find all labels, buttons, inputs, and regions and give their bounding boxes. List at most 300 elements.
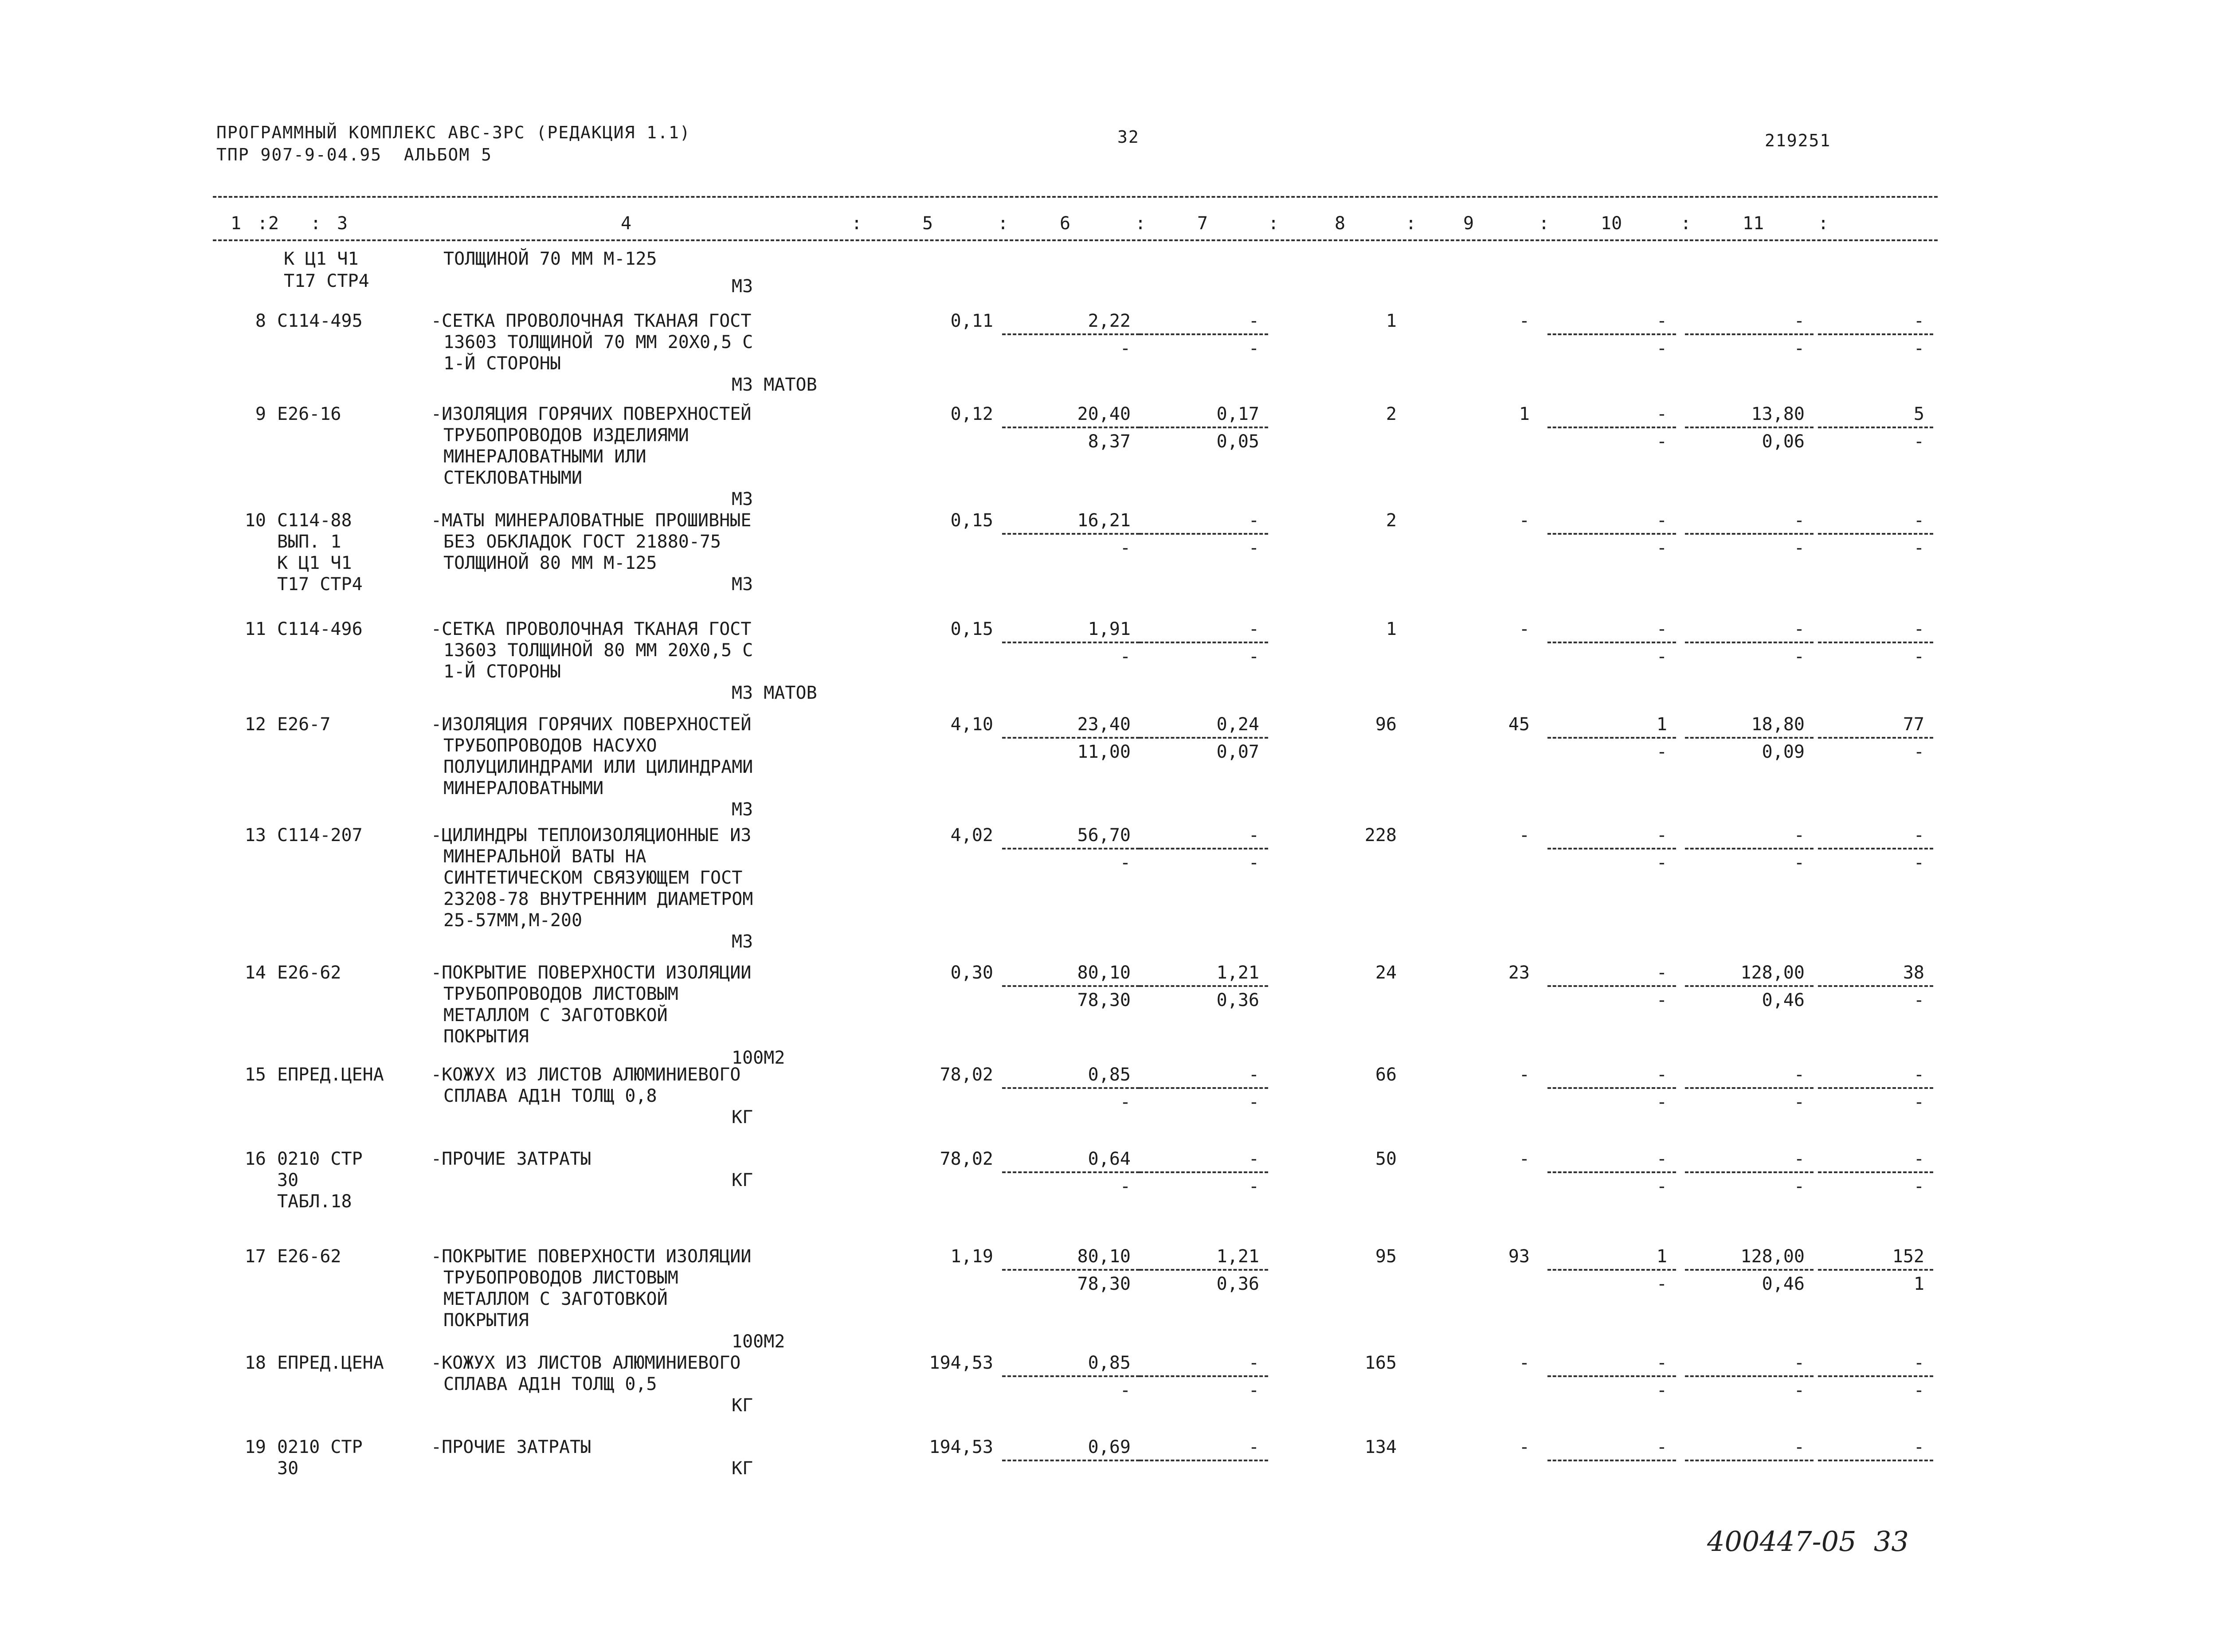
machinist-labor-per-unit: 0,06 <box>1762 431 1805 452</box>
subtotal-dash-line <box>1685 533 1814 535</box>
work-description <box>431 1246 919 1331</box>
subtotal-dash-line <box>1002 427 1140 428</box>
row-number: 18 <box>244 1353 266 1373</box>
unit-of-measure: М3 МАТОВ <box>732 375 817 395</box>
carry-description: ТОЛЩИНОЙ 70 ММ М-125 <box>443 249 657 269</box>
unit-of-measure: КГ <box>732 1107 753 1127</box>
work-description <box>431 1148 919 1170</box>
quantity-value: 194,53 <box>929 1437 993 1457</box>
rate-code-line: С114-207 <box>277 825 363 846</box>
subtotal-dash-line <box>1818 737 1933 739</box>
rate-code-line: 0210 СТР <box>277 1437 363 1457</box>
subtotal-dash-line <box>1140 848 1268 849</box>
description-line: -ПРОЧИЕ ЗАТРАТЫ <box>431 1437 591 1457</box>
machinist-labor-per-unit: 0,46 <box>1762 1274 1805 1294</box>
description-line: БЕЗ ОБКЛАДОК ГОСТ 21880-75 <box>443 532 721 552</box>
quantity-value: 4,10 <box>950 714 993 735</box>
subtotal-dash-line <box>1002 533 1140 535</box>
unit-cost-wages: 78,30 <box>1077 990 1131 1010</box>
unit-cost-wages: - <box>1120 853 1131 873</box>
row-number: 15 <box>244 1065 266 1085</box>
unit-cost-total: 80,10 <box>1077 1246 1131 1267</box>
rate-code-line: Е26-62 <box>277 1246 341 1267</box>
total-machine-wages: - <box>1656 1176 1667 1197</box>
rate-code-line: Т17 СТР4 <box>277 574 363 595</box>
row-number: 8 <box>255 311 266 331</box>
unit-cost-machines: 1,21 <box>1216 963 1259 983</box>
unit-cost-total: 80,10 <box>1077 963 1131 983</box>
unit-of-measure: КГ <box>732 1395 753 1416</box>
description-line: -ПРОЧИЕ ЗАТРАТЫ <box>431 1149 591 1169</box>
labor-total: - <box>1913 825 1924 846</box>
total-cost: 1 <box>1386 619 1397 639</box>
subtotal-dash-line <box>1140 1171 1268 1173</box>
unit-of-measure: 100М2 <box>732 1331 785 1352</box>
total-wages: 45 <box>1508 714 1530 735</box>
total-machine-wages: - <box>1656 1380 1667 1401</box>
total-cost: 50 <box>1375 1149 1397 1169</box>
unit-cost-total: 20,40 <box>1077 404 1131 424</box>
total-machines: - <box>1656 963 1667 983</box>
subtotal-dash-line <box>1547 1269 1676 1271</box>
labor-per-unit: 128,00 <box>1740 1246 1805 1267</box>
rate-code-line: 30 <box>277 1458 299 1479</box>
subtotal-dash-line <box>1547 1171 1676 1173</box>
machinist-labor-total: - <box>1913 853 1924 873</box>
unit-cost-total: 0,69 <box>1088 1437 1131 1457</box>
column-separator: : <box>998 213 1009 234</box>
labor-total: - <box>1913 1353 1924 1373</box>
work-description <box>431 619 919 682</box>
subtotal-dash-line <box>1002 1460 1140 1461</box>
description-line: -СЕТКА ПРОВОЛОЧНАЯ ТКАНАЯ ГОСТ <box>431 619 752 639</box>
subtotal-dash-line <box>1002 1269 1140 1271</box>
unit-cost-total: 23,40 <box>1077 714 1131 735</box>
subtotal-dash-line <box>1002 737 1140 739</box>
total-machines: - <box>1656 510 1667 531</box>
unit-cost-machines: 0,17 <box>1216 404 1259 424</box>
total-wages: - <box>1519 619 1530 639</box>
description-line: ТРУБОПРОВОДОВ ЛИСТОВЫМ <box>443 1268 678 1288</box>
work-description <box>431 962 919 1047</box>
unit-of-measure: КГ <box>732 1170 753 1190</box>
subtotal-dash-line <box>1818 1375 1933 1377</box>
unit-cost-machines: - <box>1248 1437 1259 1457</box>
machinist-labor-per-unit: 0,46 <box>1762 990 1805 1010</box>
row-number: 9 <box>255 404 266 424</box>
subtotal-dash-line <box>1140 533 1268 535</box>
subtotal-dash-line <box>1818 642 1933 643</box>
unit-cost-machine-wages: - <box>1248 538 1259 558</box>
page-number: 32 <box>1117 127 1140 147</box>
subtotal-dash-line <box>1002 1375 1140 1377</box>
subtotal-dash-line <box>1547 642 1676 643</box>
carry-unit: М3 <box>732 276 753 297</box>
subtotal-dash-line <box>1002 333 1140 335</box>
total-cost: 2 <box>1386 404 1397 424</box>
subtotal-dash-line <box>1685 1087 1814 1089</box>
unit-cost-machines: - <box>1248 311 1259 331</box>
unit-cost-machines: - <box>1248 825 1259 846</box>
machinist-labor-total: - <box>1913 646 1924 667</box>
unit-of-measure: М3 МАТОВ <box>732 683 817 703</box>
quantity-value: 78,02 <box>940 1149 993 1169</box>
unit-of-measure: М3 <box>732 932 753 952</box>
unit-cost-total: 0,85 <box>1088 1065 1131 1085</box>
subtotal-dash-line <box>1140 1375 1268 1377</box>
column-number-7: 7 <box>1197 213 1208 234</box>
subtotal-dash-line <box>1140 642 1268 643</box>
total-machines: 1 <box>1656 714 1667 735</box>
labor-per-unit: - <box>1794 510 1805 531</box>
total-machine-wages: - <box>1656 338 1667 359</box>
labor-per-unit: - <box>1794 311 1805 331</box>
subtotal-dash-line <box>1002 1087 1140 1089</box>
total-machine-wages: - <box>1656 1274 1667 1294</box>
total-cost: 165 <box>1364 1353 1397 1373</box>
unit-cost-machine-wages: 0,36 <box>1216 1274 1259 1294</box>
labor-total: 152 <box>1892 1246 1924 1267</box>
subtotal-dash-line <box>1140 333 1268 335</box>
unit-cost-total: 0,85 <box>1088 1353 1131 1373</box>
subtotal-dash-line <box>1818 848 1933 849</box>
labor-total: - <box>1913 1065 1924 1085</box>
description-line: ТРУБОПРОВОДОВ НАСУХО <box>443 736 657 756</box>
total-cost: 24 <box>1375 963 1397 983</box>
column-number-2: 2 <box>268 213 279 234</box>
rate-code-line: ЕПРЕД.ЦЕНА <box>277 1353 384 1373</box>
table-top-rule <box>213 196 1938 198</box>
handwritten-signature: 400447-05 33 <box>1707 1525 1909 1558</box>
carry-code-1: К Ц1 Ч1 <box>284 249 359 269</box>
unit-cost-machines: - <box>1248 619 1259 639</box>
unit-cost-machines: - <box>1248 1149 1259 1169</box>
rate-code-line: 30 <box>277 1170 299 1190</box>
column-number-3: 3 <box>337 213 348 234</box>
rate-code-line: ЕПРЕД.ЦЕНА <box>277 1065 384 1085</box>
unit-of-measure: КГ <box>732 1458 753 1479</box>
subtotal-dash-line <box>1685 1375 1814 1377</box>
total-cost: 95 <box>1375 1246 1397 1267</box>
machinist-labor-total: - <box>1913 1092 1924 1112</box>
subtotal-dash-line <box>1685 1460 1814 1461</box>
labor-total: - <box>1913 510 1924 531</box>
quantity-value: 1,19 <box>950 1246 993 1267</box>
column-number-9: 9 <box>1463 213 1474 234</box>
subtotal-dash-line <box>1818 533 1933 535</box>
unit-cost-machine-wages: - <box>1248 646 1259 667</box>
carry-code-2: Т17 СТР4 <box>284 271 369 291</box>
row-number: 11 <box>244 619 266 639</box>
labor-total: - <box>1913 311 1924 331</box>
unit-cost-total: 16,21 <box>1077 510 1131 531</box>
column-separator: : <box>851 213 862 234</box>
description-line: МИНЕРАЛЬНОЙ ВАТЫ НА <box>443 846 646 867</box>
description-line: МИНЕРАЛОВАТНЫМИ ИЛИ <box>443 446 646 467</box>
column-number-10: 10 <box>1601 213 1622 234</box>
machinist-labor-per-unit: - <box>1794 853 1805 873</box>
labor-per-unit: - <box>1794 619 1805 639</box>
labor-per-unit: - <box>1794 1353 1805 1373</box>
unit-cost-machine-wages: - <box>1248 853 1259 873</box>
subtotal-dash-line <box>1547 1087 1676 1089</box>
row-number: 19 <box>244 1437 266 1457</box>
subtotal-dash-line <box>1818 1087 1933 1089</box>
total-machine-wages: - <box>1656 538 1667 558</box>
description-line: -ИЗОЛЯЦИЯ ГОРЯЧИХ ПОВЕРХНОСТЕЙ <box>431 404 752 424</box>
unit-cost-machines: - <box>1248 1353 1259 1373</box>
subtotal-dash-line <box>1547 985 1676 987</box>
subtotal-dash-line <box>1685 427 1814 428</box>
unit-cost-machines: - <box>1248 510 1259 531</box>
total-machine-wages: - <box>1656 742 1667 762</box>
labor-per-unit: - <box>1794 1065 1805 1085</box>
description-line: МЕТАЛЛОМ С ЗАГОТОВКОЙ <box>443 1289 668 1309</box>
machinist-labor-per-unit: - <box>1794 538 1805 558</box>
unit-cost-machines: 1,21 <box>1216 1246 1259 1267</box>
total-machine-wages: - <box>1656 431 1667 452</box>
description-line: МЕТАЛЛОМ С ЗАГОТОВКОЙ <box>443 1005 668 1026</box>
description-line: МИНЕРАЛОВАТНЫМИ <box>443 778 604 799</box>
unit-cost-machine-wages: 0,07 <box>1216 742 1259 762</box>
description-line: СПЛАВА АД1Н ТОЛЩ 0,5 <box>443 1374 657 1394</box>
labor-per-unit: 128,00 <box>1740 963 1805 983</box>
description-line: -ПОКРЫТИЕ ПОВЕРХНОСТИ ИЗОЛЯЦИИ <box>431 1246 752 1267</box>
rate-code-line: Е26-62 <box>277 963 341 983</box>
total-machines: - <box>1656 1065 1667 1085</box>
unit-cost-wages: 78,30 <box>1077 1274 1131 1294</box>
unit-cost-wages: - <box>1120 1176 1131 1197</box>
description-line: ПОКРЫТИЯ <box>443 1310 529 1331</box>
rate-code-line: К Ц1 Ч1 <box>277 553 352 573</box>
machinist-labor-total: - <box>1913 431 1924 452</box>
quantity-value: 78,02 <box>940 1065 993 1085</box>
machinist-labor-total: - <box>1913 538 1924 558</box>
description-line: 1-Й СТОРОНЫ <box>443 353 561 374</box>
total-cost: 134 <box>1364 1437 1397 1457</box>
column-separator: : <box>1680 213 1692 234</box>
rate-code-line: ВЫП. 1 <box>277 532 341 552</box>
column-number-1: 1 <box>231 213 242 234</box>
subtotal-dash-line <box>1140 427 1268 428</box>
rate-code-line: С114-496 <box>277 619 363 639</box>
subtotal-dash-line <box>1140 737 1268 739</box>
total-wages: - <box>1519 1437 1530 1457</box>
unit-cost-total: 56,70 <box>1077 825 1131 846</box>
work-description <box>431 1437 919 1458</box>
subtotal-dash-line <box>1685 1171 1814 1173</box>
column-separator: : <box>1818 213 1829 234</box>
description-line: ПОЛУЦИЛИНДРАМИ ИЛИ ЦИЛИНДРАМИ <box>443 757 753 777</box>
total-machine-wages: - <box>1656 853 1667 873</box>
unit-cost-machines: - <box>1248 1065 1259 1085</box>
unit-of-measure: М3 <box>732 574 753 595</box>
total-wages: - <box>1519 1353 1530 1373</box>
subtotal-dash-line <box>1547 533 1676 535</box>
quantity-value: 194,53 <box>929 1353 993 1373</box>
subtotal-dash-line <box>1140 985 1268 987</box>
labor-total: - <box>1913 1437 1924 1457</box>
row-number: 14 <box>244 963 266 983</box>
subtotal-dash-line <box>1818 333 1933 335</box>
row-number: 16 <box>244 1149 266 1169</box>
subtotal-dash-line <box>1002 985 1140 987</box>
machinist-labor-per-unit: - <box>1794 1092 1805 1112</box>
description-line: СИНТЕТИЧЕСКОМ СВЯЗУЮЩЕМ ГОСТ <box>443 868 743 888</box>
total-machines: - <box>1656 1437 1667 1457</box>
description-line: -ПОКРЫТИЕ ПОВЕРХНОСТИ ИЗОЛЯЦИИ <box>431 963 752 983</box>
unit-cost-total: 2,22 <box>1088 311 1131 331</box>
subtotal-dash-line <box>1547 427 1676 428</box>
document-code: 219251 <box>1765 131 1831 150</box>
subtotal-dash-line <box>1140 1087 1268 1089</box>
total-cost: 228 <box>1364 825 1397 846</box>
rate-code-line: 0210 СТР <box>277 1149 363 1169</box>
work-description <box>431 510 919 574</box>
total-wages: 1 <box>1519 404 1530 424</box>
unit-cost-wages: - <box>1120 1380 1131 1401</box>
machinist-labor-per-unit: - <box>1794 1176 1805 1197</box>
total-cost: 66 <box>1375 1065 1397 1085</box>
machinist-labor-total: - <box>1913 742 1924 762</box>
total-wages: - <box>1519 510 1530 531</box>
subtotal-dash-line <box>1685 848 1814 849</box>
total-machines: - <box>1656 1353 1667 1373</box>
unit-of-measure: 100М2 <box>732 1048 785 1068</box>
column-number-5: 5 <box>922 213 933 234</box>
subtotal-dash-line <box>1685 1269 1814 1271</box>
description-line: -МАТЫ МИНЕРАЛОВАТНЫЕ ПРОШИВНЫЕ <box>431 510 752 531</box>
subtotal-dash-line <box>1002 848 1140 849</box>
description-line: 25-57ММ,М-200 <box>443 910 583 931</box>
subtotal-dash-line <box>1685 333 1814 335</box>
total-cost: 96 <box>1375 714 1397 735</box>
total-wages: - <box>1519 311 1530 331</box>
total-wages: - <box>1519 1149 1530 1169</box>
work-description <box>431 1352 919 1395</box>
rate-code-line: ТАБЛ.18 <box>277 1191 352 1212</box>
subtotal-dash-line <box>1547 848 1676 849</box>
machinist-labor-per-unit: - <box>1794 338 1805 359</box>
description-line: ТОЛЩИНОЙ 80 ММ М-125 <box>443 553 657 573</box>
total-machine-wages: - <box>1656 1092 1667 1112</box>
unit-cost-wages: - <box>1120 538 1131 558</box>
description-line: 1-Й СТОРОНЫ <box>443 662 561 682</box>
total-cost: 1 <box>1386 311 1397 331</box>
description-line: -ИЗОЛЯЦИЯ ГОРЯЧИХ ПОВЕРХНОСТЕЙ <box>431 714 752 735</box>
subtotal-dash-line <box>1002 642 1140 643</box>
description-line: -ЦИЛИНДРЫ ТЕПЛОИЗОЛЯЦИОННЫЕ ИЗ <box>431 825 752 846</box>
description-line: 23208-78 ВНУТРЕННИМ ДИАМЕТРОМ <box>443 889 753 909</box>
subtotal-dash-line <box>1818 985 1933 987</box>
subtotal-dash-line <box>1818 427 1933 428</box>
total-cost: 2 <box>1386 510 1397 531</box>
rate-code-line: Е26-16 <box>277 404 341 424</box>
column-number-8: 8 <box>1335 213 1346 234</box>
column-separator: : <box>1135 213 1146 234</box>
column-number-4: 4 <box>621 213 632 234</box>
row-number: 12 <box>244 714 266 735</box>
machinist-labor-total: - <box>1913 1380 1924 1401</box>
total-machines: - <box>1656 1149 1667 1169</box>
unit-cost-machine-wages: - <box>1248 1176 1259 1197</box>
description-line: ТРУБОПРОВОДОВ ЛИСТОВЫМ <box>443 984 678 1004</box>
subtotal-dash-line <box>1818 1269 1933 1271</box>
row-number: 13 <box>244 825 266 846</box>
labor-per-unit: - <box>1794 825 1805 846</box>
labor-total: - <box>1913 1149 1924 1169</box>
subtotal-dash-line <box>1685 737 1814 739</box>
labor-per-unit: 18,80 <box>1751 714 1805 735</box>
quantity-value: 0,15 <box>950 619 993 639</box>
subtotal-dash-line <box>1685 642 1814 643</box>
unit-cost-machine-wages: - <box>1248 1092 1259 1112</box>
total-wages: - <box>1519 1065 1530 1085</box>
total-machines: - <box>1656 311 1667 331</box>
unit-of-measure: М3 <box>732 489 753 509</box>
rate-code-line: С114-88 <box>277 510 352 531</box>
subtotal-dash-line <box>1685 985 1814 987</box>
total-machine-wages: - <box>1656 646 1667 667</box>
machinist-labor-per-unit: - <box>1794 1380 1805 1401</box>
row-number: 17 <box>244 1246 266 1267</box>
rate-code-line: С114-495 <box>277 311 363 331</box>
unit-cost-machine-wages: 0,36 <box>1216 990 1259 1010</box>
description-line: 13603 ТОЛЩИНОЙ 80 ММ 20Х0,5 С <box>443 640 753 661</box>
quantity-value: 0,15 <box>950 510 993 531</box>
quantity-value: 4,02 <box>950 825 993 846</box>
column-separator: : <box>1268 213 1279 234</box>
work-description <box>431 403 919 489</box>
unit-cost-wages: 11,00 <box>1077 742 1131 762</box>
work-description <box>431 310 919 374</box>
quantity-value: 0,11 <box>950 311 993 331</box>
labor-total: - <box>1913 619 1924 639</box>
total-wages: 23 <box>1508 963 1530 983</box>
column-separator: : <box>1539 213 1550 234</box>
unit-cost-wages: - <box>1120 1092 1131 1112</box>
subtotal-dash-line <box>1547 333 1676 335</box>
unit-cost-wages: - <box>1120 646 1131 667</box>
labor-per-unit: 13,80 <box>1751 404 1805 424</box>
description-line: -СЕТКА ПРОВОЛОЧНАЯ ТКАНАЯ ГОСТ <box>431 311 752 331</box>
machinist-labor-per-unit: 0,09 <box>1762 742 1805 762</box>
total-machines: - <box>1656 619 1667 639</box>
row-number: 10 <box>244 510 266 531</box>
subtotal-dash-line <box>1547 737 1676 739</box>
labor-total: 5 <box>1913 404 1924 424</box>
program-title: ПРОГРАММНЫЙ КОМПЛЕКС АВС-3РС (РЕДАКЦИЯ 1.1) <box>216 123 691 142</box>
unit-cost-machine-wages: 0,05 <box>1216 431 1259 452</box>
unit-cost-machine-wages: - <box>1248 1380 1259 1401</box>
unit-cost-wages: - <box>1120 338 1131 359</box>
total-machines: - <box>1656 404 1667 424</box>
subtotal-dash-line <box>1140 1269 1268 1271</box>
total-wages: 93 <box>1508 1246 1530 1267</box>
work-description <box>431 825 919 931</box>
subtotal-dash-line <box>1818 1171 1933 1173</box>
unit-of-measure: М3 <box>732 799 753 820</box>
column-separator: : <box>1406 213 1417 234</box>
quantity-value: 0,12 <box>950 404 993 424</box>
table-header-rule <box>213 239 1938 241</box>
labor-per-unit: - <box>1794 1149 1805 1169</box>
column-separator: : <box>257 213 268 234</box>
work-description <box>431 714 919 799</box>
album-reference: ТПР 907-9-04.95 АЛЬБОМ 5 <box>216 145 492 164</box>
labor-total: 77 <box>1903 714 1924 735</box>
description-line: -КОЖУХ ИЗ ЛИСТОВ АЛЮМИНИЕВОГО <box>431 1065 741 1085</box>
